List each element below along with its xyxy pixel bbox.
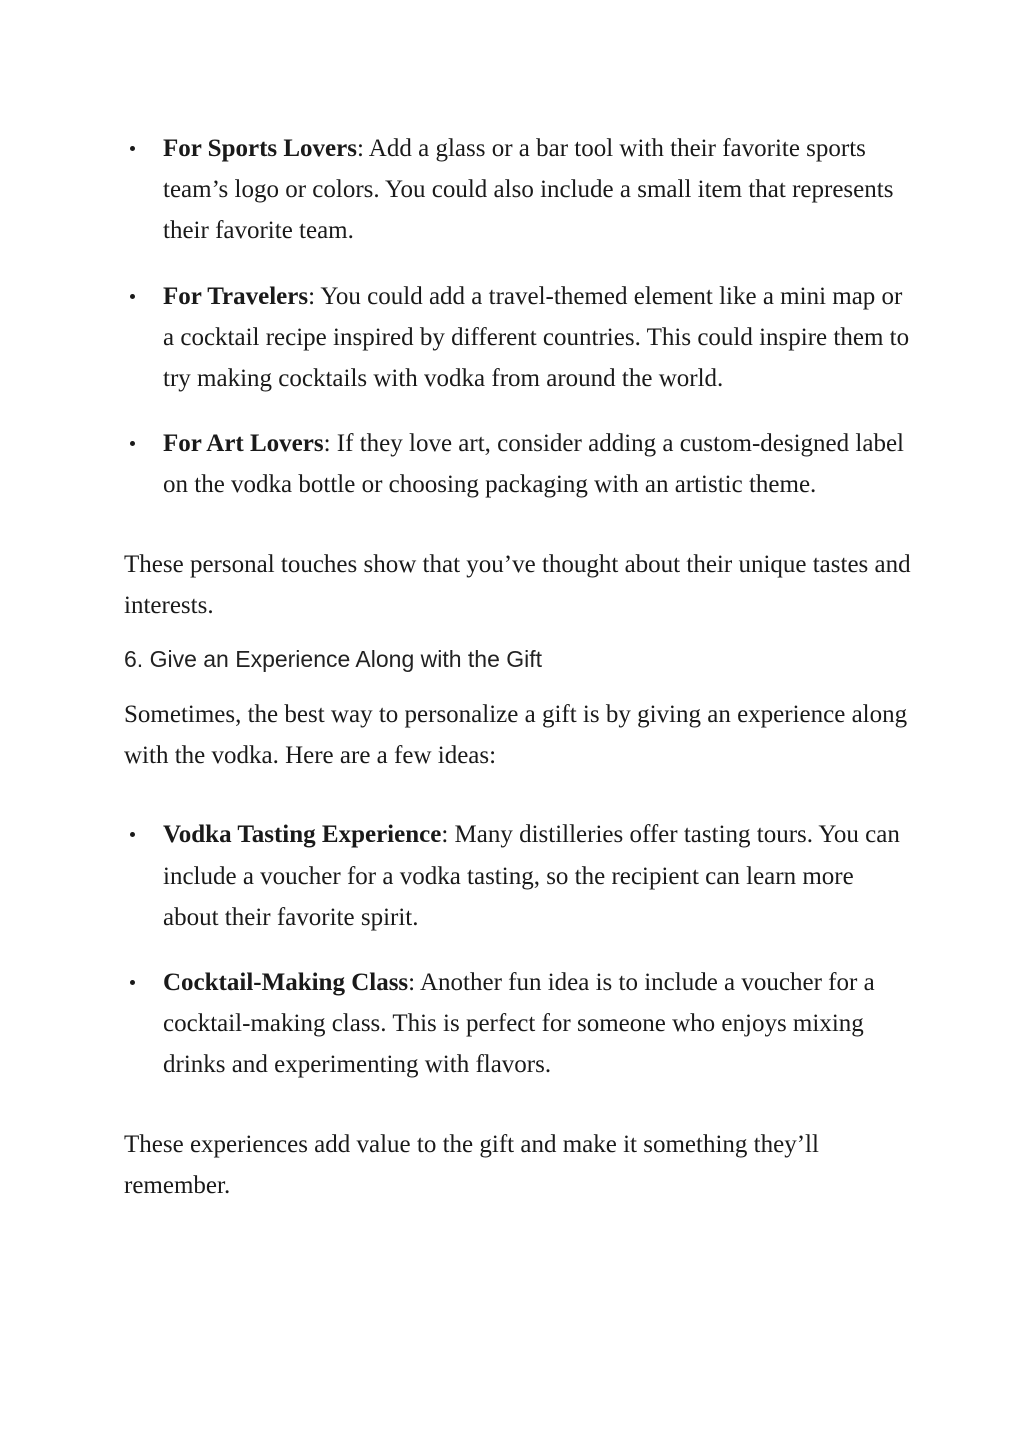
list-item [124, 128, 914, 252]
list-item [124, 276, 914, 400]
section-heading: 6. Give an Experience Along with the Gift [124, 646, 543, 673]
paragraph-closing: These experiences add value to the gift and make it something they’ll remember. [124, 1130, 819, 1199]
list-item-text: : If they love art, consider adding a custom-designed label on the vodka bottle or choosing packaging with an artistic theme. [163, 430, 904, 499]
bullet-icon [130, 146, 135, 151]
paragraph-personal-touches: These personal touches show that you’ve thought about their unique tastes and interests. [124, 550, 911, 619]
list-item-text: : Add a glass or a bar tool with their favorite sports team’s logo or colors. You could also include a small item that represents their favorite team. [163, 135, 894, 245]
list-item-term: For Travelers [163, 282, 309, 310]
list-item-text: : Many distilleries offer tasting tours. You can include a voucher for a vodka tasting, so the recipient can learn more about their favorite spirit. [163, 821, 900, 931]
list-item [124, 962, 914, 1086]
bullet-icon [130, 832, 135, 837]
gift-ideas-list [124, 128, 914, 506]
list-item-term: For Art Lovers [163, 430, 324, 458]
list-item-text: : You could add a travel-themed element like a mini map or a cocktail recipe inspired by different countries. This could inspire them to try making cocktails with vodka from around the world. [163, 282, 910, 393]
bullet-icon [130, 441, 135, 446]
list-item-term: Vodka Tasting Experience [163, 821, 442, 849]
bullet-icon [130, 980, 135, 985]
paragraph-experience-intro: Sometimes, the best way to personalize a gift is by giving an experience along with the vodka. Here are a few ideas: [124, 701, 908, 770]
list-item-term: Cocktail-Making Class [163, 969, 409, 997]
list-item [124, 423, 914, 505]
experience-ideas-list [124, 814, 914, 1085]
list-item [124, 814, 914, 938]
list-item-text: : Another fun idea is to include a voucher for a cocktail-making class. This is perfect for someone who enjoys mixing drinks and experimenting with flavors. [163, 969, 875, 1079]
list-item-term: For Sports Lovers [163, 135, 357, 162]
bullet-icon [130, 294, 135, 299]
document-page [124, 128, 914, 1206]
